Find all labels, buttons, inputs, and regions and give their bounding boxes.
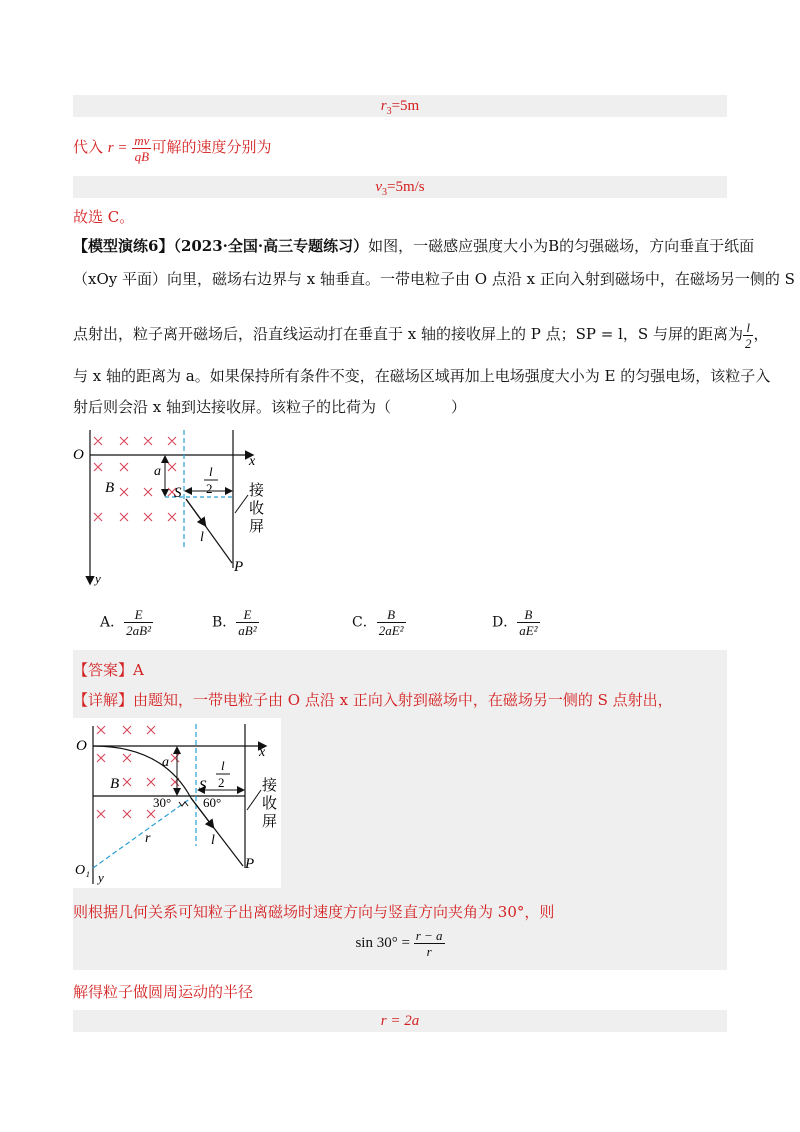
substitute-line: 代入 r = $\frac{mv}{qB}$ 可解的速度分别为	[73, 132, 272, 164]
fig2-screen-3: 屏	[262, 814, 278, 830]
screen-label-2: 收	[249, 501, 265, 517]
problem-line-2: （xOy 平面）向里，磁场右边界与 x 轴垂直。一带电粒子由 O 点沿 x 正向入射到磁场中，在磁场另一侧的 S	[73, 270, 795, 288]
sin-equation: sin 30° = $\frac{r - a}{r}$	[355, 928, 443, 959]
l-label: l	[200, 530, 204, 545]
v3-result-band	[73, 176, 727, 198]
r-result-band	[73, 1010, 727, 1032]
half-l-fraction: $\frac{l}{2}$	[744, 319, 752, 351]
screen-label-3: 屏	[249, 519, 265, 535]
r3-result: $r_3=5m$	[380, 98, 420, 117]
a-label: a	[154, 464, 161, 479]
r-result: r = 2a	[380, 1013, 420, 1029]
problem-line-5: 射后则会沿 x 轴到达接收屏。该粒子的比荷为（ ）	[73, 398, 466, 416]
magnetic-field-crosses	[94, 437, 176, 521]
half-l-den: 2	[206, 481, 213, 496]
fig2-o1-label: O₁	[75, 863, 90, 878]
angle-60-label: 60°	[203, 795, 222, 810]
problem-line-1: 【模型演练6】（2023·全国·高三专题练习）如图，一磁感应强度大小为B的匀强磁场，方向垂直于纸面	[73, 237, 755, 255]
p-point-label: P	[234, 559, 244, 575]
problem-tag: 【模型演练6】（2023·全国·高三专题练习）	[73, 237, 369, 255]
solution-figure	[73, 718, 281, 888]
option-a[interactable]: A． $\frac{E}{\text{2aB²}}$	[100, 607, 151, 638]
half-l-num: l	[209, 464, 213, 479]
problem-figure	[70, 425, 270, 590]
mv-over-qb-fraction: $\frac{mv}{qB}$	[134, 132, 150, 164]
fig2-half-num: l	[221, 758, 225, 773]
fig2-origin-label: O	[76, 738, 87, 754]
detail-line: 【详解】由题知，一带电粒子由 O 点沿 x 正向入射到磁场中，在磁场另一侧的 S 点射出，	[73, 691, 673, 709]
fig2-b-label: B	[110, 776, 120, 792]
fig2-half-den: 2	[218, 775, 225, 790]
option-d[interactable]: D． $\frac{B}{\text{aE²}}$	[492, 607, 538, 638]
x-axis-label: x	[249, 454, 256, 469]
screen-label-1: 接	[249, 483, 265, 499]
fig2-y-label: y	[98, 870, 104, 885]
v3-result: $v_3=5m/s$	[375, 179, 425, 198]
r3-result-band	[73, 95, 727, 117]
origin-label: O	[73, 447, 84, 463]
b-field-label: B	[105, 480, 115, 496]
fig2-x-label: x	[259, 745, 266, 760]
fig2-s-label: S	[199, 778, 207, 794]
solve-radius-line: 解得粒子做圆周运动的半径	[73, 983, 254, 1001]
s-point-label: S	[174, 485, 182, 501]
y-axis-label: y	[95, 571, 101, 586]
fig2-l-label: l	[211, 833, 215, 848]
fig2-p-label: P	[245, 856, 255, 872]
choose-line: 故选 C。	[73, 208, 135, 226]
fig2-a-label: a	[162, 755, 169, 770]
fig2-screen-1: 接	[262, 778, 278, 794]
problem-line-3: 点射出，粒子离开磁场后，沿直线运动打在垂直于 x 轴的接收屏上的 P 点；SP = l，S 与屏的距离为 $\frac{l}{2}$ ，	[73, 319, 769, 351]
fig2-r-label: r	[145, 831, 151, 846]
option-b[interactable]: B． $\frac{E}{\text{aB²}}$	[212, 607, 257, 638]
answer-line: 【答案】A	[73, 661, 144, 679]
angle-30-label: 30°	[153, 795, 172, 810]
geometry-line: 则根据几何关系可知粒子出离磁场时速度方向与竖直方向夹角为 30°，则	[73, 903, 555, 921]
problem-line-4: 与 x 轴的距离为 a。如果保持所有条件不变，在磁场区域再加上电场强度大小为 E 的匀强电场，该粒子入	[73, 367, 771, 385]
fig2-screen-2: 收	[262, 796, 278, 812]
option-c[interactable]: C． $\frac{B}{\text{2aE²}}$	[352, 607, 404, 638]
